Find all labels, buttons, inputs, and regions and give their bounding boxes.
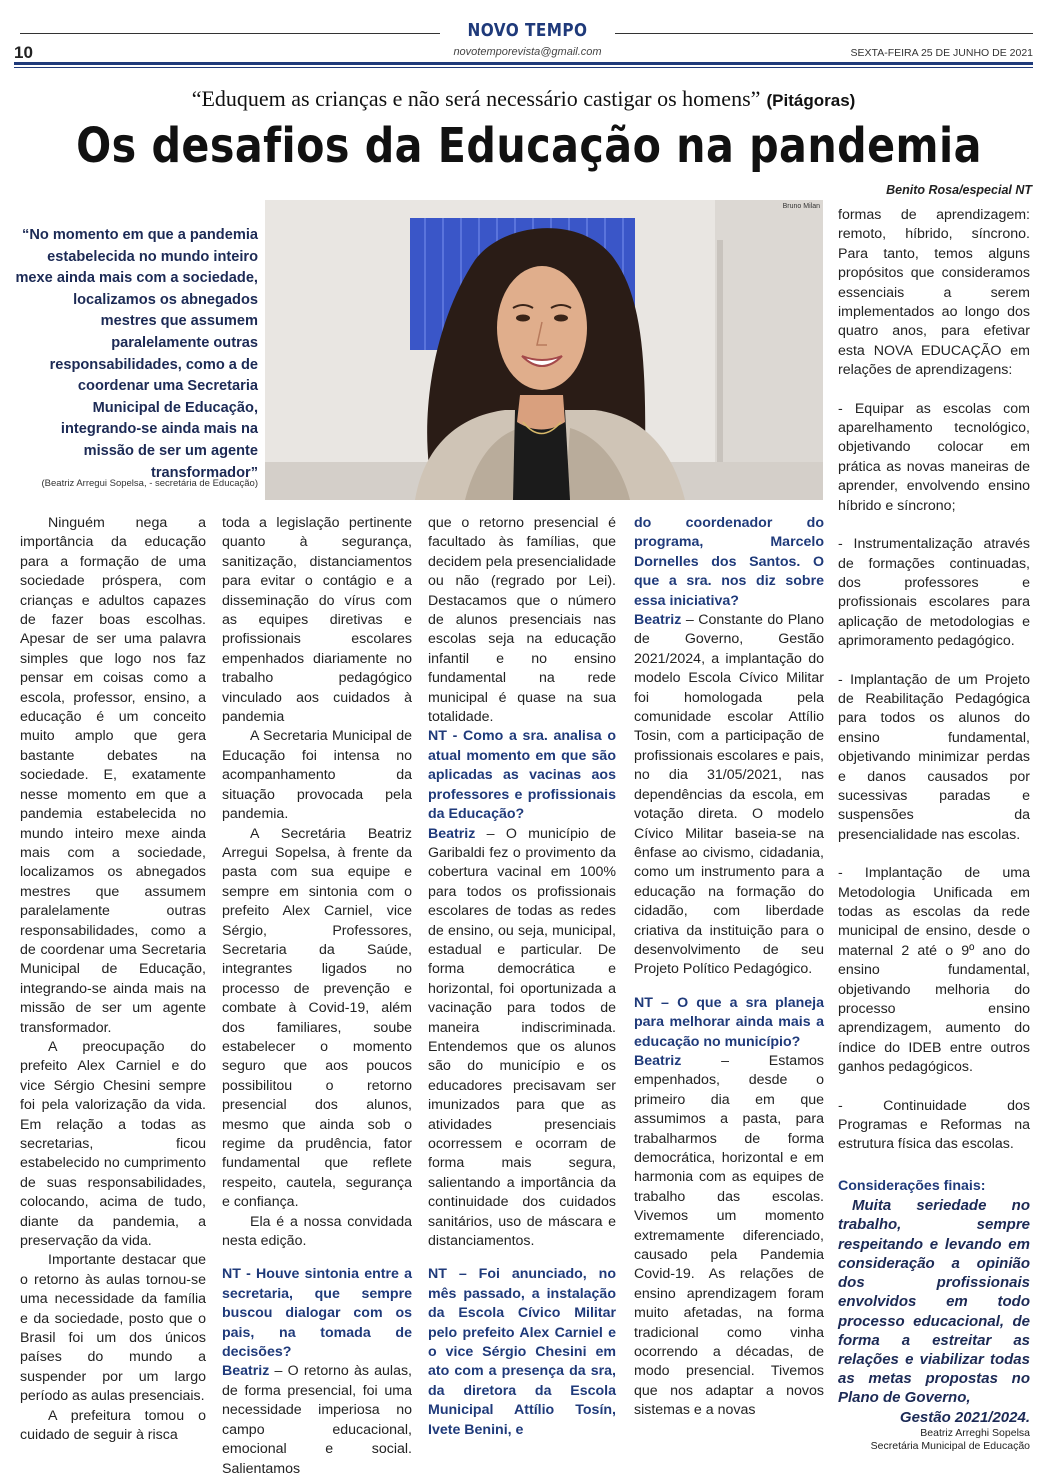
masthead-email: novotemporevista@gmail.com (453, 46, 602, 58)
answer-text: – Constante do Plano de Governo, Gestão 2021/2024, a implantação do modelo Escola Cívico Militar foi homologada pela comunidade escolar Attílio Tosin, com a participação de profissionais escolares e pais, no dia 31/05/2021, nas dependências da escola, em votação direta. O modelo Cívico Militar baseia-se na ênfase ao civismo, cidadania, como um instrumento para a educação na formação do cidadão, com liberdade criativa da instituição para o desenvolvimento de seu Projeto Político Pedagógico. (634, 612, 824, 978)
final-considerations-text (838, 1196, 1030, 1426)
masthead-rule-right (615, 33, 1033, 34)
page-number: 10 (14, 43, 33, 62)
interview-answer (634, 611, 824, 980)
masthead-rule-left (20, 33, 440, 34)
speaker-label: Beatriz (634, 612, 682, 629)
paragraph: A Secretaria Municipal de Educação foi intensa no acompanhamento da situação provocada pela pandemia. (222, 728, 412, 823)
bullet-item: - Implantação de uma Metodologia Unificada em todas as escolas da rede municipal de ensino, desde o maternal 2 até o 9º ano do ensino fundamental, objetivando melhoria do processo ensino aprendizagem, aumento do índice do IDEB entre outros ganhos pedagógicos. (838, 865, 1030, 1076)
bullet-item: - Instrumentalização através de formações continuadas, dos professores e profissionais escolares para aplicação de metodologias e aprimoramento pedagógico. (838, 536, 1030, 650)
final-text-body: Muita seriedade no trabalho, sempre respeitando e levando em consideração a opinião dos profissionais envolvidos em todo processo educacional, de forma a estreitar as relações e viabilizar todas as metas propostas no Plano de Governo, (838, 1197, 1030, 1407)
article-headline: Os desafios da Educação na pandemia (76, 118, 982, 174)
pull-quote: “No momento em que a pandemia estabelecida no mundo inteiro mexe ainda mais com a sociedade, localizamos os abnegados mestres que assumem paralelamente outras responsabilidades, como a de coordenar uma Secretaria Municipal de Educação, integrando-se ainda mais na missão de ser um agente transformador” (15, 227, 258, 481)
epigraph-author: (Pitágoras) (766, 91, 856, 110)
interview-question: NT – O que a sra planeja para melhorar ainda mais a educação no município? (634, 994, 824, 1050)
bullet-item: - Implantação de um Projeto de Reabilitação Pedagógica para todos os alunos do ensino fundamental, objetivando minimizar perdas e danos causados por sucessivas paradas e suspensões da presencialidade nas escolas. (838, 671, 1030, 843)
paragraph: Importante destacar que o retorno às aulas tornou-se uma necessidade da família e da sociedade, posto que o Brasil foi um dos únicos países do mundo a suspender por um largo período as aulas presenciais. (20, 1252, 206, 1405)
final-considerations-heading: Considerações finais: (838, 1177, 986, 1194)
paragraph: A Secretária Beatriz Arregui Sopelsa, à frente da pasta com sua equipe e sempre em sintonia com o prefeito Alex Carniel, vice Sérgio, Professores, Secretaria da Saúde, integrantes ligados no processo de prevenção e combate à Covid-19, além dos familiares, soube estabelecer o momento seguro que aos poucos possibilitou o retorno presencial dos alunos, mesmo que ainda sob o regime da prudência, fator fundamental que reflete respeito, cautela, segurança e confiança. (222, 825, 412, 1211)
bullet-item: - Continuidade dos Programas e Reformas na estrutura física das escolas. (838, 1097, 1030, 1153)
article-column-1 (20, 514, 206, 1446)
paragraph: que o retorno presencial é facultado às famílias, que decidem pela presencialidade ou não (regrado por Lei). Destacamos que o número de alunos presenciais nas escolas seja na educação infantil e no ensino fundamental na rede municipal é quase na sua totalidade. (428, 515, 616, 726)
article-column-2 (222, 514, 412, 1479)
speaker-label: Beatriz (634, 1052, 682, 1069)
interview-answer (222, 1362, 412, 1478)
portrait-photo (265, 200, 823, 500)
issue-date: SEXTA-FEIRA 25 DE JUNHO DE 2021 (850, 47, 1033, 59)
signature-name: Beatriz Arreghi Sopelsa (920, 1426, 1030, 1439)
article-column-3 (428, 514, 616, 1440)
interview-question: NT – Foi anunciado, no mês passado, a instalação da Escola Cívico Militar pelo prefeito Alex Carniel e o vice Sérgio Chesini em ato com a presença da sra, da diretora da Escola Municipal Attílio Tosín, Ivete Benini, e (428, 1266, 616, 1438)
epigraph-text: “Eduquem as crianças e não será necessário castigar os homens” (191, 86, 761, 111)
signature-title: Secretária Municipal de Educação (870, 1439, 1030, 1452)
pull-quote-attribution: (Beatriz Arregui Sopelsa, - secretária de Educação) (41, 478, 258, 489)
article-column-4 (634, 514, 824, 1421)
speaker-label: Beatriz (428, 825, 476, 842)
final-text-term: Gestão 2021/2024. (899, 1408, 1030, 1426)
paragraph: formas de aprendizagem: remoto, híbrido, síncrono. Para tanto, temos alguns propósitos que consideramos essenciais a serem implementados ao longo dos quatro anos, para efetivar esta NOVA EDUCAÇÃO em relações de aprendizagens: (838, 207, 1030, 379)
article-byline: Benito Rosa/especial NT (886, 183, 1032, 197)
epigraph (14, 86, 1033, 112)
header-rule-thin (14, 67, 1033, 68)
speaker-label: Beatriz (222, 1363, 270, 1380)
article-column-5 (838, 206, 1030, 1453)
interview-answer (634, 1052, 824, 1421)
bullet-item: - Equipar as escolas com aparelhamento tecnológico, objetivando colocar em prática as novas maneiras de aprender, envolvendo ensino híbrido e síncrono; (838, 400, 1030, 514)
masthead-title: NOVO TEMPO (467, 20, 588, 41)
portrait-illustration (265, 200, 823, 500)
answer-text: – O retorno às aulas, de forma presencial, foi uma necessidade imperiosa no campo educacional, emocional e social. Salientamos (222, 1363, 412, 1477)
paragraph: Ela é a nossa convidada nesta edição. (222, 1213, 412, 1250)
interview-answer (428, 825, 616, 1252)
header-rule-thick (14, 62, 1033, 65)
interview-question: NT - Como a sra. analisa o atual momento em que são aplicadas as vacinas aos professores e profissionais da Educação? (428, 728, 616, 823)
paragraph: A prefeitura tomou o cuidado de seguir à risca (20, 1407, 206, 1444)
answer-text: – Estamos empenhados, desde o primeiro dia em que assumimos a pasta, para trabalharmos de forma democrática, horizontal e em harmonia com as equipes de trabalho das escolas. Vivemos um momento extremamente diferenciado, causado pela Pandemia Covid-19. As relações de ensino aprendizagem foram muito afetadas, na forma tradicional como vinha ocorrendo a décadas, de modo presencial. Tivemos que nos adaptar a novos sistemas e a novas (634, 1052, 824, 1419)
interview-question: NT - Houve sintonia entre a secretaria, que sempre buscou dialogar com os pais, na tomada de decisões? (222, 1266, 412, 1361)
interview-question-continued: do coordenador do programa, Marcelo Dornelles dos Santos. O que a sra. nos diz sobre essa iniciativa? (634, 515, 824, 609)
paragraph: toda a legislação pertinente quanto à segurança, sanitização, distanciamentos para evitar o contágio e a disseminação do vírus com as equipes diretivas e profissionais escolares empenhados diariamente no trabalho pedagógico vinculado aos cuidados à pandemia (222, 515, 412, 726)
photo-credit: Bruno Milan (782, 203, 820, 210)
paragraph: Ninguém nega a importância da educação para a formação de uma sociedade próspera, com crianças e adultos capazes de fazer boas escolhas. Apesar de ser uma palavra simples que logo nos faz pensar em coisas como a escola, professor, ensino, a educação é um conceito muito amplo que gera bastante debates na sociedade. E, exatamente nesse momento em que a pandemia estabelecida no mundo inteiro mexe ainda mais com a sociedade, localizamos os abnegados mestres que assumem paralelamente outras responsabilidades, como a de coordenar uma Secretaria Municipal de Educação, integrando-se ainda mais na missão de ser um agente transformador. (20, 515, 206, 1036)
paragraph: A preocupação do prefeito Alex Carniel e do vice Sérgio Chesini sempre foi pela valorização da vida. Em relação a todas as secretarias, ficou estabelecido no cumprimento de suas responsabilidades, colocando, acima de tudo, diante da pandemia, a preservação da vida. (20, 1038, 206, 1250)
answer-text: – O município de Garibaldi fez o provimento da cobertura vacinal em 100% para todos os profissionais escolares de todas as redes de ensino, ou seja, municipal, estadual e particular. De forma democrática e horizontal, foi oportunizada a vacinação para todos de maneira indiscriminada. Entendemos que os alunos são do município e os educadores precisavam ser imunizados para que as atividades presenciais ocorressem e ocorram de forma mais segura, salientando a importância da continuidade dos cuidados sanitários, uso de máscara e distanciamentos. (428, 825, 616, 1250)
